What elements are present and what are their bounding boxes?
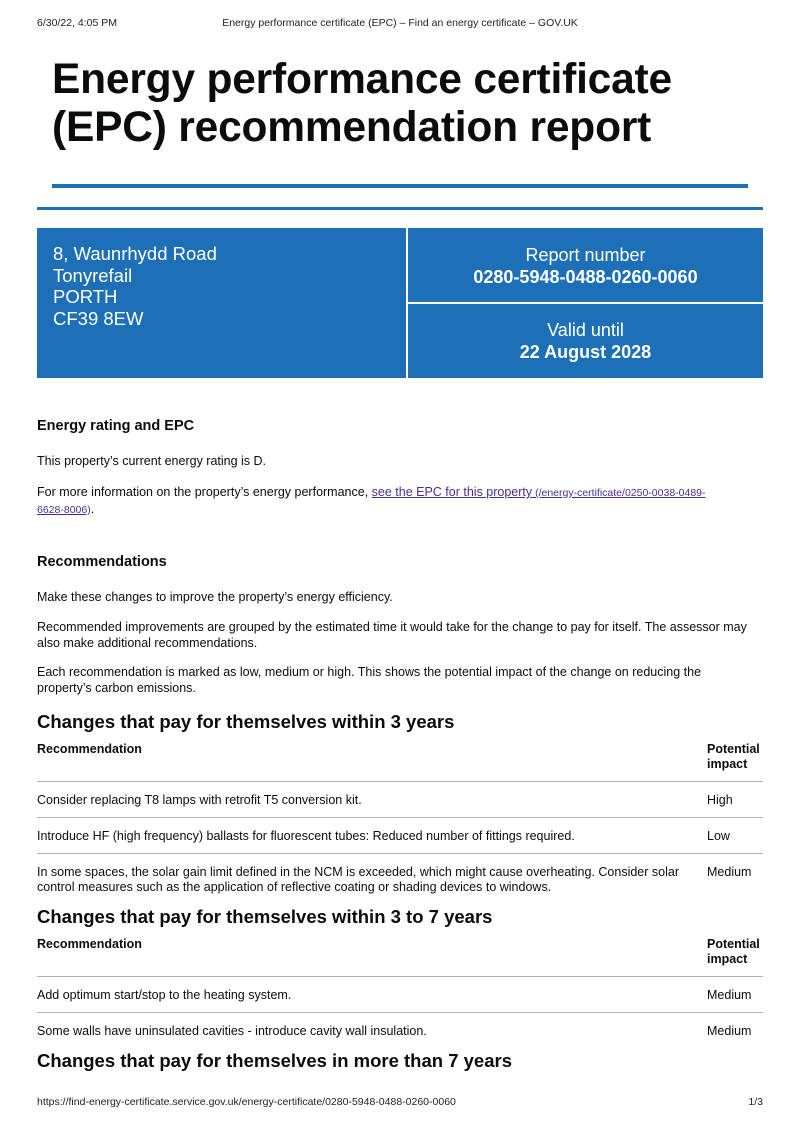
impact-cell: High: [707, 793, 733, 807]
more-info-paragraph: [37, 485, 757, 518]
recommendations-heading: Recommendations: [37, 554, 167, 570]
report-number-label: Report number: [525, 245, 646, 265]
title-divider: [52, 184, 748, 188]
more-info-prefix: For more information on the property’s energy performance,: [37, 485, 372, 499]
recommendations-grouping-note: Recommended improvements are grouped by the estimated time it would take for the change to pay for itself. The assessor may also make additional recommendations.: [37, 620, 747, 650]
recommendation-column-header: Recommendation: [37, 742, 142, 756]
energy-rating-heading: Energy rating and EPC: [37, 418, 195, 434]
page-title: [52, 56, 752, 152]
print-datetime: 6/30/22, 4:05 PM: [37, 17, 117, 29]
impact-header-line1: Potential: [707, 937, 760, 951]
property-address: [37, 228, 406, 378]
valid-until-label: Valid until: [547, 320, 624, 340]
report-number-value: 0280-5948-0488-0260-0060: [473, 267, 698, 287]
epc-link-path-2: 6628-8006): [37, 503, 91, 516]
print-page-title: Energy performance certificate (EPC) – Find an energy certificate – GOV.UK: [222, 17, 578, 29]
recommendations-impact-note: Each recommendation is marked as low, medium or high. This shows the potential impact of the change on reducing the property’s carbon emissions.: [37, 665, 702, 695]
recommendation-cell: Consider replacing T8 lamps with retrofit T5 conversion kit.: [37, 793, 362, 807]
impact-column-header: [707, 937, 760, 967]
recommendation-cell: Introduce HF (high frequency) ballasts for fluorescent tubes: Reduced number of fittings required.: [37, 829, 575, 843]
epc-link-text: see the EPC for this property: [371, 485, 533, 499]
impact-cell: Medium: [707, 1024, 752, 1038]
table-row: [37, 1013, 763, 1049]
recommendations-table-within-3-years: [37, 742, 763, 902]
impact-cell: Medium: [707, 988, 752, 1002]
address-line2: Tonyrefail: [53, 264, 133, 286]
address-line1: 8, Waunrhydd Road: [53, 243, 217, 264]
recommendations-intro: Make these changes to improve the property’s energy efficiency.: [37, 590, 393, 604]
more-info-suffix: .: [90, 501, 95, 516]
epc-link-path-1: (/energy-certificate/0250-0038-0489-: [532, 487, 706, 499]
print-footer: [37, 1096, 763, 1110]
print-header: [37, 17, 763, 31]
certificate-summary: [37, 228, 763, 378]
group-heading-more-than-7-years: Changes that pay for themselves in more than 7 years: [37, 1050, 512, 1071]
section-divider: [37, 207, 763, 210]
table-row: [37, 854, 763, 902]
group-heading-within-3-to-7-years: Changes that pay for themselves within 3 to 7 years: [37, 906, 493, 927]
recommendation-cell: Add optimum start/stop to the heating system.: [37, 988, 292, 1002]
page-title-line1: Energy performance certificate: [52, 56, 672, 103]
energy-rating-text: This property’s current energy rating is D.: [37, 454, 267, 468]
table-header-row: [37, 742, 763, 782]
impact-cell: Low: [707, 829, 730, 843]
address-line3: PORTH: [53, 286, 118, 307]
table-row: [37, 782, 763, 818]
recommendation-cell: Some walls have uninsulated cavities - introduce cavity wall insulation.: [37, 1024, 427, 1038]
recommendations-table-within-3-to-7-years: [37, 937, 763, 1049]
table-header-row: [37, 937, 763, 977]
valid-until-box: [408, 304, 763, 378]
recommendation-column-header: Recommendation: [37, 937, 142, 951]
table-row: [37, 818, 763, 854]
page-number: 1/3: [748, 1096, 763, 1108]
valid-until-date: 22 August 2028: [519, 342, 652, 362]
table-row: [37, 977, 763, 1013]
impact-header-line2: impact: [707, 757, 748, 771]
impact-header-line2: impact: [707, 952, 748, 966]
impact-header-line1: Potential: [707, 742, 760, 756]
report-number-box: [408, 228, 763, 302]
page-title-line2: (EPC) recommendation report: [52, 104, 652, 151]
group-heading-within-3-years: Changes that pay for themselves within 3 years: [37, 711, 455, 732]
print-url: https://find-energy-certificate.service.gov.uk/energy-certificate/0280-5948-0488-0260-0060: [37, 1096, 456, 1108]
recommendation-cell: In some spaces, the solar gain limit defined in the NCM is exceeded, which might cause overheating. Consider solar control measures such as the application of reflective coating or shading devices to windows.: [37, 865, 679, 894]
impact-cell: Medium: [707, 865, 752, 879]
impact-column-header: [707, 742, 760, 772]
address-postcode: CF39 8EW: [53, 307, 144, 329]
